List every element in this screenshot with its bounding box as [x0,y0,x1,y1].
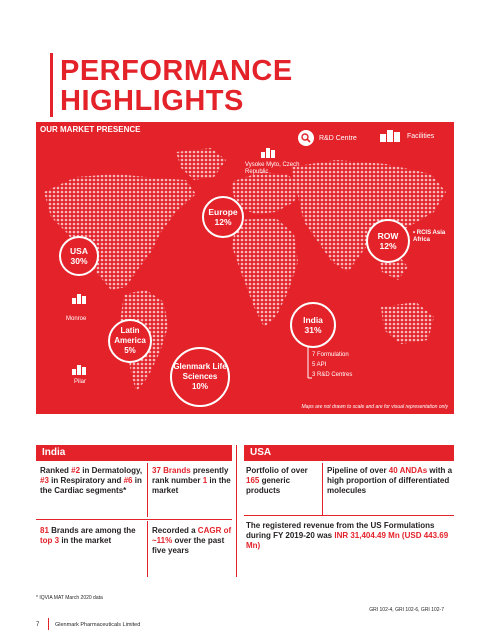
factory-icon [72,294,86,304]
bubble-glenmark-life-sciences [170,347,230,407]
footer-divider [48,618,49,630]
highlight: INR 31,404.49 Mn (USD 443.69 Mn) [246,531,449,550]
divider [244,515,454,516]
title-line-1: PERFORMANCE [60,55,293,87]
row-regions-label: • RCIS Asia Africa [413,230,446,243]
legend-rnd [298,130,357,146]
legend-rnd-label: R&D Centre [319,134,357,142]
text: with a high proportion of differentiated molecules [327,466,453,495]
bubble-usa [59,236,99,276]
bubble-usa-value: 30% [70,256,88,266]
india-callout-line [304,346,312,382]
india-brands-rank [152,466,234,496]
text: Ranked [40,466,72,475]
company-name: Glenmark Pharmaceuticals Limited [55,622,141,628]
map-heading: OUR MARKET PRESENCE [40,125,141,134]
factory-icon [72,365,86,375]
highlight: 37 Brands [152,466,191,475]
legend-facilities-label: Facilities [407,132,435,140]
highlight: #6 [123,476,133,485]
divider [147,463,148,517]
greenland-shape [176,148,226,180]
divider [322,463,323,515]
north-america-shape [44,174,196,290]
bubble-row [366,219,410,263]
usa-portfolio [246,466,322,496]
text: Brands are among the [48,526,136,535]
text: presently rank number [152,466,229,485]
highlight: 81 [40,526,49,535]
text: The registered revenue from the US Formulations during FY 2019-20 was [246,521,435,540]
bubble-row-value: 12% [379,241,397,251]
map-footnote: Maps are not drawn to scale and are for visual representation only [301,404,448,410]
text: in the Cardiac segments* [40,476,142,495]
usa-revenue [246,521,452,551]
india-rankings [40,466,146,496]
factory-icon [261,148,275,158]
bubble-europe-value: 12% [214,217,232,227]
text: in the market [59,536,112,545]
bubble-india-name: India [303,315,323,325]
usa-pipeline [327,466,453,496]
india-formulation-label: 7 Formulation [312,352,349,358]
text: in the market [152,476,231,495]
page-number: 7 [36,622,40,628]
text: in Respiratory and [48,476,124,485]
divider [36,519,232,520]
bubble-india [290,302,336,348]
india-api-label: 5 API [312,362,327,368]
title-accent-bar [50,53,53,117]
text: over the past five years [152,536,225,555]
monroe-label: Monroe [66,316,87,322]
highlight: 40 ANDAs [388,466,428,475]
magnifier-icon [298,130,314,146]
bubble-usa-name: USA [70,246,88,256]
vysoke-myto-label: Vysoke Myto, Czech Republic [245,162,300,175]
africa-shape [232,218,298,327]
bubble-glenmark-name: Glenmark Life Sciences [173,362,227,381]
divider [147,521,148,577]
title-line-2: HIGHLIGHTS [60,85,244,117]
factory-icon [380,130,402,142]
footnote: * IQVIA MAT March 2020 data [36,595,103,601]
india-heading: India [36,445,232,461]
page-title [60,56,293,116]
highlight: #2 [71,466,81,475]
top-band [0,0,488,36]
market-presence-map [36,122,454,414]
highlight: 1 [202,476,208,485]
column-divider [236,445,237,577]
bubble-row-name: ROW [377,231,399,241]
bubble-europe [202,196,244,238]
highlight: 165 [246,476,260,485]
india-top-brands [40,526,146,546]
text: Portfolio of over [246,466,308,475]
bubble-india-value: 31% [304,325,322,335]
highlight: top 3 [40,536,60,545]
usa-heading: USA [244,445,454,461]
bubble-glenmark-value: 10% [191,382,208,391]
india-cagr [152,526,234,556]
legend-facilities [380,130,434,142]
text: Recorded a [152,526,198,535]
highlight: CAGR of ~11% [152,526,232,545]
text: Pipeline of over [327,466,389,475]
bubble-latam-name: Latin America [114,326,146,345]
bubble-latam-value: 5% [124,346,136,355]
highlight: #3 [40,476,49,485]
pilar-label: Pilar [74,379,87,385]
bubble-europe-name: Europe [208,207,238,217]
text: generic products [246,476,291,495]
gri-reference: GRI 102-4, GRI 102-6, GRI 102-7 [369,607,444,613]
bubble-latin-america [108,319,152,363]
india-rnd-label: 3 R&D Centres [312,372,353,378]
asia-shape [291,160,446,272]
text: in Dermatology, [80,466,143,475]
australia-shape [381,302,434,344]
